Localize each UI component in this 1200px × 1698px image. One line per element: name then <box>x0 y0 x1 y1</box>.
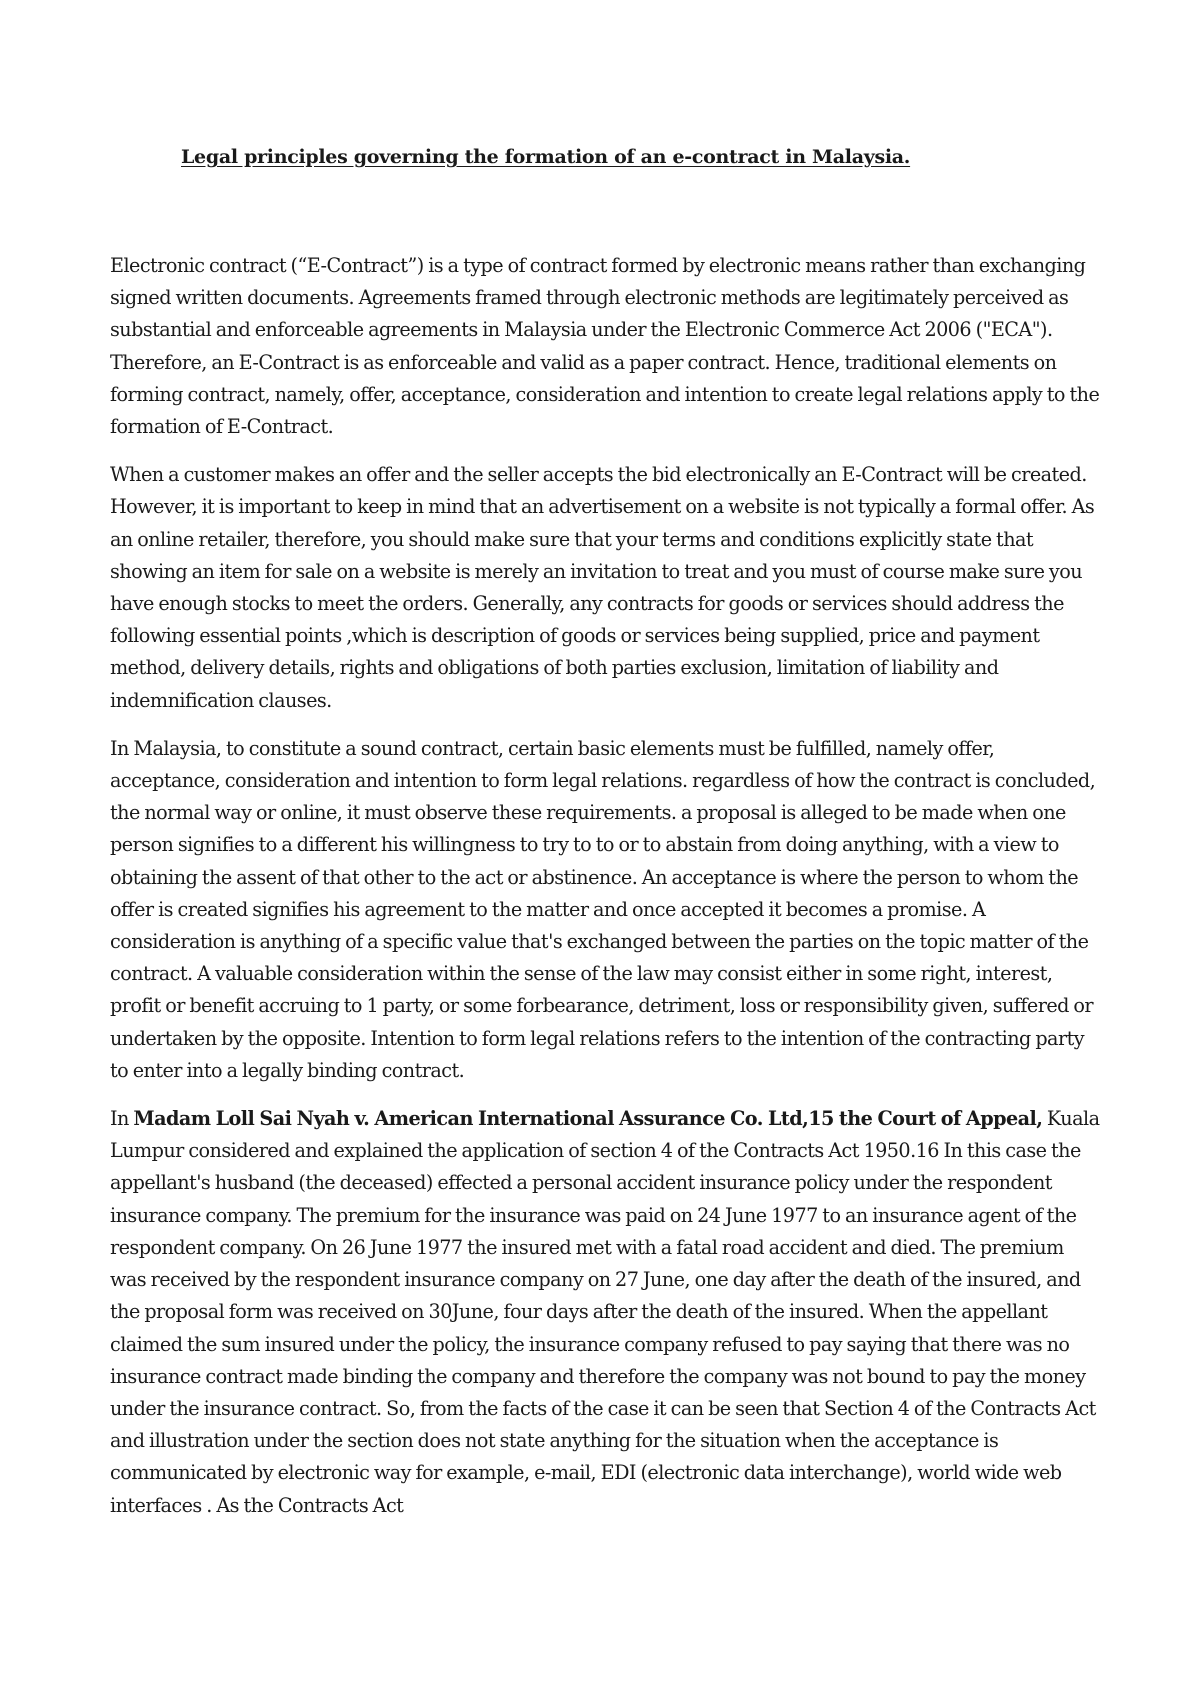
paragraph-case-text: Kuala Lumpur considered and explained the application of section 4 of the Contracts Act 1950.16 In this case the appellant's husband (the deceased) effected a personal accident insurance policy under the respondent insurance company. The premium for the insurance was paid on 24 June 1977 to an insurance agent of the respondent company. On 26 June 1977 the insured met with a fatal road accident and died. The premium was received by the respondent insurance company on 27 June, one day after the death of the insured, and the proposal form was received on 30June, four days after the death of the insured. When the appellant claimed the sum insured under the policy, the insurance company refused to pay saying that there was no insurance contract made binding the company and therefore the company was not bound to pay the money under the insurance contract. So, from the facts of the case it can be seen that Section 4 of the Contracts Act and illustration under the section does not state anything for the situation when the acceptance is communicated by electronic way for example, e-mail, EDI (electronic data interchange), world wide web interfaces . As the Contracts Act <box>110 1107 1100 1517</box>
paragraph-lead: In <box>110 1107 134 1131</box>
paragraph-case-law <box>110 1103 1100 1522</box>
document-body <box>110 250 1100 1538</box>
case-name: Madam Loll Sai Nyah v. American International Assurance Co. Ltd,15 the Court of Appeal, <box>133 1107 1043 1131</box>
paragraph-contract-elements: In Malaysia, to constitute a sound contract, certain basic elements must be fulfilled, namely offer, acceptance, consideration and intention to form legal relations. regardless of how the contract is concluded, the normal way or online, it must observe these requirements. a proposal is alleged to be made when one person signifies to a different his willingness to try to to or to abstain from doing anything, with a view to obtaining the assent of that other to the act or abstinence. An acceptance is where the person to whom the offer is created signifies his agreement to the matter and once accepted it becomes a promise. A consideration is anything of a specific value that's exchanged between the parties on the topic matter of the contract. A valuable consideration within the sense of the law may consist either in some right, interest, profit or benefit accruing to 1 party, or some forbearance, detriment, loss or responsibility given, suffered or undertaken by the opposite. Intention to form legal relations refers to the intention of the contracting party to enter into a legally binding contract. <box>110 736 1096 1082</box>
paragraph-econtract-definition: Electronic contract (“E-Contract”) is a type of contract formed by electronic means rather than exchanging signed written documents. Agreements framed through electronic methods are legitimately perceived as substantial and enforceable agreements in Malaysia under the Electronic Commerce Act 2006 ("ECA"). Therefore, an E-Contract is as enforceable and valid as a paper contract. Hence, traditional elements on forming contract, namely, offer, acceptance, consideration and intention to create legal relations apply to the formation of E-Contract. <box>110 254 1100 439</box>
paragraph-online-offer: When a customer makes an offer and the seller accepts the bid electronically an E-Contract will be created. However, it is important to keep in mind that an advertisement on a website is not typically a formal offer. As an online retailer, therefore, you should make sure that your terms and conditions explicitly state that showing an item for sale on a website is merely an invitation to treat and you must of course make sure you have enough stocks to meet the orders. Generally, any contracts for goods or services should address the following essential points ,which is description of goods or services being supplied, price and payment method, delivery details, rights and obligations of both parties exclusion, limitation of liability and indemnification clauses. <box>110 463 1095 712</box>
document-title: Legal principles governing the formation of an e-contract in Malaysia. <box>181 146 911 168</box>
